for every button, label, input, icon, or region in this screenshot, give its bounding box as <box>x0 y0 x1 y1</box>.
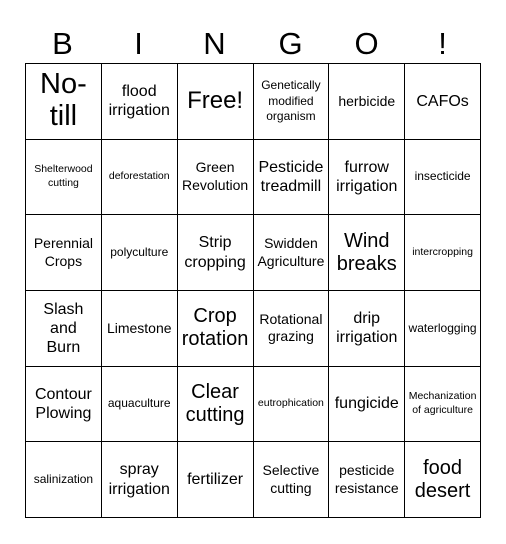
bingo-cell[interactable]: No- till <box>26 64 102 140</box>
bingo-header <box>25 24 481 64</box>
bingo-cell[interactable]: pesticide resistance <box>329 442 405 518</box>
bingo-cell[interactable]: CAFOs <box>405 64 481 140</box>
bingo-cell[interactable]: Contour Plowing <box>26 367 102 443</box>
bingo-cell[interactable]: Strip cropping <box>178 215 254 291</box>
bingo-cell[interactable]: Slash and Burn <box>26 291 102 367</box>
bingo-cell[interactable]: Swidden Agriculture <box>254 215 330 291</box>
bingo-cell[interactable]: Selective cutting <box>254 442 330 518</box>
bingo-cell[interactable]: flood irrigation <box>102 64 178 140</box>
bingo-cell[interactable]: herbicide <box>329 64 405 140</box>
bingo-cell[interactable]: Crop rotation <box>178 291 254 367</box>
bingo-cell[interactable]: food desert <box>405 442 481 518</box>
header-letter-i: I <box>134 26 144 61</box>
bingo-cell[interactable]: Rotational grazing <box>254 291 330 367</box>
bingo-cell[interactable]: aquaculture <box>102 367 178 443</box>
bingo-cell[interactable]: drip irrigation <box>329 291 405 367</box>
header-letter-b: B <box>52 26 74 61</box>
bingo-cell[interactable]: Wind breaks <box>329 215 405 291</box>
header-letter-n: N <box>203 26 227 61</box>
bingo-cell[interactable]: furrow irrigation <box>329 140 405 216</box>
bingo-cell[interactable]: Genetically modified organism <box>254 64 330 140</box>
bingo-cell[interactable]: eutrophication <box>254 367 330 443</box>
bingo-cell[interactable]: intercropping <box>405 215 481 291</box>
bingo-cell[interactable]: Limestone <box>102 291 178 367</box>
free-space-cell[interactable]: Free! <box>178 64 254 140</box>
bingo-cell[interactable]: Shelterwood cutting <box>26 140 102 216</box>
bingo-cell[interactable]: fertilizer <box>178 442 254 518</box>
bingo-cell[interactable]: Green Revolution <box>178 140 254 216</box>
header-letter-o: O <box>354 26 380 61</box>
bingo-cell[interactable]: waterlogging <box>405 291 481 367</box>
bingo-cell[interactable]: polyculture <box>102 215 178 291</box>
bingo-grid <box>25 63 481 518</box>
bingo-cell[interactable]: Mechanization of agriculture <box>405 367 481 443</box>
bingo-cell[interactable]: spray irrigation <box>102 442 178 518</box>
header-letter-g: G <box>278 26 304 61</box>
bingo-cell[interactable]: deforestation <box>102 140 178 216</box>
header-exclamation: ! <box>438 26 448 61</box>
bingo-cell[interactable]: salinization <box>26 442 102 518</box>
bingo-cell[interactable]: fungicide <box>329 367 405 443</box>
bingo-cell[interactable]: Clear cutting <box>178 367 254 443</box>
bingo-cell[interactable]: Pesticide treadmill <box>254 140 330 216</box>
bingo-cell[interactable]: Perennial Crops <box>26 215 102 291</box>
bingo-cell[interactable]: insecticide <box>405 140 481 216</box>
